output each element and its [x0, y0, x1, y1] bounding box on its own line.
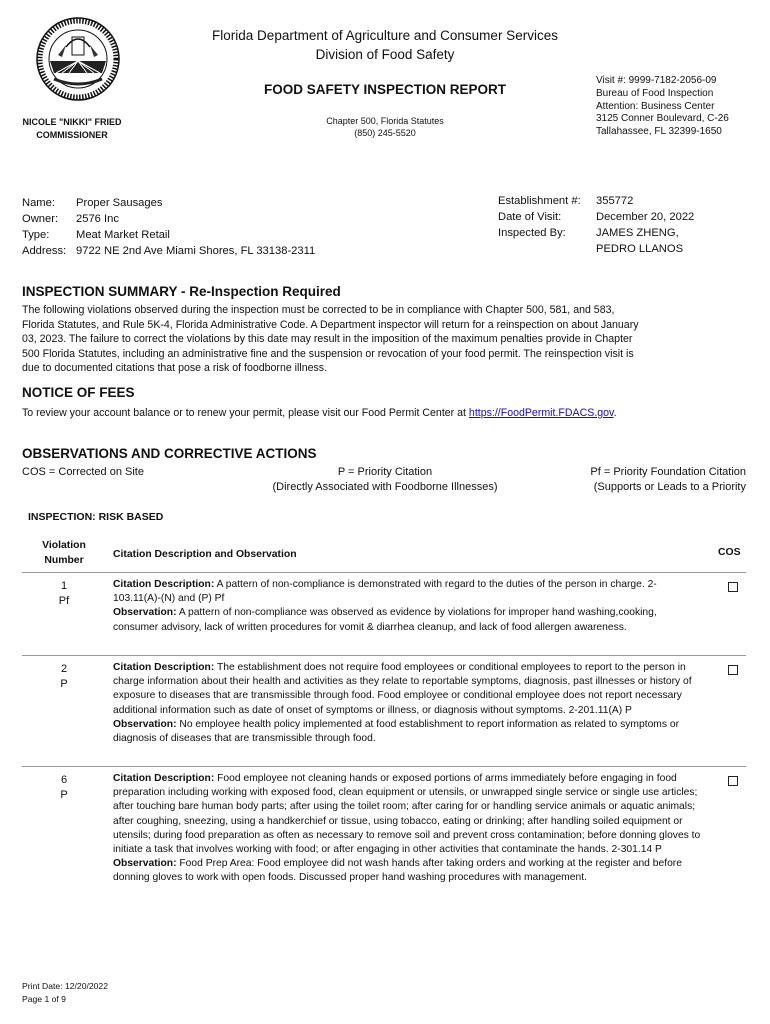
observation-label: Observation: — [113, 607, 177, 619]
visit-number: Visit #: 9999-7182-2056-09 — [596, 75, 717, 86]
violation-number-cell — [22, 579, 106, 609]
phone-line: (850) 245-5520 — [354, 128, 416, 138]
establishment-labels — [22, 195, 66, 259]
report-title: FOOD SAFETY INSPECTION REPORT — [263, 82, 507, 97]
summary-title: INSPECTION SUMMARY - Re-Inspection Required — [22, 284, 341, 299]
food-permit-link[interactable]: https://FoodPermit.FDACS.gov — [468, 407, 614, 419]
visit-labels — [498, 193, 581, 241]
date-label: Date of Visit: — [498, 211, 562, 223]
attention-line: Attention: Business Center — [596, 100, 715, 112]
chapter-info — [170, 115, 600, 139]
legend-pf-desc: (Supports or Leads to a Priority — [593, 481, 746, 493]
citation-body: The establishment does not require food employees or conditional employees to report to the person in charge information about their health and activities as they relate to reportable symptoms, diagnosis, past illnesses or history of exposure to diseases that are transmissible through food. Food employee or conditional employee does not report necessary additional information such as date of onset of symptoms or illness, or diagnosis without symptoms. 2-201.11(A) P — [113, 662, 692, 716]
commissioner-block — [22, 116, 122, 141]
violation-number-cell — [22, 773, 106, 803]
establishment-name: Proper Sausages — [76, 197, 163, 209]
violation-row — [22, 572, 746, 655]
agency-name: Florida Department of Agriculture and Consumer Services — [212, 28, 558, 43]
citation-text — [113, 661, 701, 718]
establishment-type: Meat Market Retail — [76, 229, 170, 241]
violation-row — [22, 766, 746, 913]
citation-label: Citation Description: — [113, 773, 215, 784]
commissioner-title: COMMISSIONER — [36, 129, 108, 140]
summary-line: Florida Statutes, and Rule 5K-4, Florida Administrative Code. A Department inspector will return for a reinspection on about January — [22, 318, 639, 331]
summary-line: The following violations observed during the inspection must be corrected to be in compliance with Chapter 500, 581, and 583, — [22, 304, 615, 316]
observation-text — [113, 606, 701, 634]
legend-pf-label: Pf = Priority Foundation Citation — [590, 466, 746, 478]
establishment-number-label: Establishment #: — [498, 195, 581, 207]
legend-cos: COS = Corrected on Site — [22, 466, 144, 478]
violation-type: P — [60, 789, 68, 801]
citation-text — [113, 578, 701, 606]
inspected-by-label: Inspected By: — [498, 227, 566, 239]
summary-text — [22, 303, 686, 376]
summary-line: 500 Florida Statutes, including an administrative fine and the suspension or revocation of your food permit. The reinspection visit is — [22, 347, 634, 360]
observation-body: No employee health policy implemented at food establishment to report information as related to symptoms or diagnosis of diseases that are transmissible through food. — [113, 718, 680, 745]
legend-priority-foundation — [556, 465, 746, 495]
description-header: Citation Description and Observation — [113, 549, 297, 560]
summary-line: 03, 2023. The failure to correct the violations by this date may result in the imposition of the maximum penalties provide in Chapter — [22, 333, 633, 345]
city-line: Tallahassee, FL 32399-1650 — [596, 126, 722, 138]
summary-line: due to documented citations that pose a risk of foodborne illness. — [22, 362, 328, 374]
cos-checkbox[interactable] — [728, 776, 738, 786]
visit-date: December 20, 2022 — [596, 211, 695, 223]
violation-type: P — [60, 678, 68, 690]
inspector-1: JAMES ZHENG, — [596, 227, 679, 239]
fees-text — [22, 406, 686, 421]
cos-checkbox[interactable] — [728, 582, 738, 592]
legend-priority-desc: (Directly Associated with Foodborne Illnesses) — [272, 481, 498, 493]
violation-row — [22, 655, 746, 766]
inspector-2: PEDRO LLANOS — [596, 243, 684, 255]
violation-number-header — [22, 538, 106, 568]
fees-sentence: To review your account balance or to renew your permit, please visit our Food Permit Center at — [22, 407, 469, 419]
violation-type: Pf — [58, 595, 70, 607]
observation-text — [113, 718, 701, 746]
observations-title: OBSERVATIONS AND CORRECTIVE ACTIONS — [22, 446, 317, 461]
visit-values — [596, 193, 694, 257]
observation-text — [113, 857, 701, 885]
citation-label: Citation Description: — [113, 662, 215, 673]
division-name: Division of Food Safety — [315, 47, 455, 62]
establishment-values — [76, 195, 315, 259]
header-line: Violation — [42, 540, 86, 551]
violation-number: 1 — [60, 580, 68, 592]
citation-body: A pattern of non-compliance is demonstrated with regard to the duties of the person in charge. 2-103.11(A)-(N) and (P) Pf — [113, 579, 657, 605]
fees-period: . — [613, 407, 617, 419]
header-line: Number — [44, 555, 84, 566]
florida-agriculture-seal — [36, 17, 120, 101]
print-date: Print Date: 12/20/2022 — [22, 981, 108, 991]
violation-number-cell — [22, 662, 106, 692]
owner-label: Owner: — [22, 213, 59, 225]
violation-description — [113, 772, 701, 886]
bureau-line: Bureau of Food Inspection — [596, 87, 714, 99]
observation-body: A pattern of non-compliance was observed as evidence by violations for improper hand washing,cooking, consumer advisory, lack of written procedures for vomit & diarrhea cleanup, and lack of food allergen awareness. — [113, 607, 657, 633]
violation-description — [113, 661, 701, 746]
establishment-owner: 2576 Inc — [76, 213, 119, 225]
street-line: 3125 Conner Boulevard, C-26 — [596, 113, 729, 125]
page-number: Page 1 of 9 — [22, 993, 66, 1004]
observation-label: Observation: — [113, 718, 177, 730]
type-label: Type: — [22, 229, 50, 241]
legend-priority — [240, 465, 530, 495]
page-footer — [22, 980, 108, 1005]
risk-label: INSPECTION: RISK BASED — [28, 511, 164, 523]
fees-title: NOTICE OF FEES — [22, 385, 135, 400]
cos-header: COS — [718, 547, 741, 558]
violation-number: 6 — [60, 774, 68, 786]
citation-text — [113, 772, 701, 857]
chapter-line: Chapter 500, Florida Statutes — [326, 116, 444, 126]
violation-number: 2 — [60, 663, 68, 675]
legend-priority-label: P = Priority Citation — [337, 466, 433, 478]
observation-label: Observation: — [113, 858, 177, 870]
establishment-number: 355772 — [596, 195, 634, 207]
violation-description — [113, 578, 701, 635]
establishment-address: 9722 NE 2nd Ave Miami Shores, FL 33138-2311 — [76, 245, 316, 257]
observation-body: Food Prep Area: Food employee did not wash hands after taking orders and working at the register and before donning gloves to work with open foods. Discussed proper hand washing procedures with management. — [113, 858, 682, 884]
commissioner-name: NICOLE "NIKKI" FRIED — [22, 117, 122, 127]
citation-body: Food employee not cleaning hands or exposed portions of arms immediately before engaging in food preparation including working with exposed food, clean equipment or utensils, or unwrapped single service or single use articles; after touching bare human body parts; after using the toilet room; after caring for or handling service animals or aquatic animals; after coughing, sneezing, using a handkerchief or tissue, using tobacco, eating or drinking; after handling soiled equipment or utensils; during food preparation as often as necessary to remove soil and prevent cross contamination; before donning gloves to initiate a task that involves working with food; or after engaging in other activities that contaminate the hands. 2-301.14 P — [113, 773, 701, 856]
address-label: Address: — [22, 245, 67, 257]
visit-address-block — [596, 75, 729, 139]
cos-checkbox[interactable] — [728, 665, 738, 675]
citation-label: Citation Description: — [113, 579, 215, 590]
name-label: Name: — [22, 197, 55, 209]
